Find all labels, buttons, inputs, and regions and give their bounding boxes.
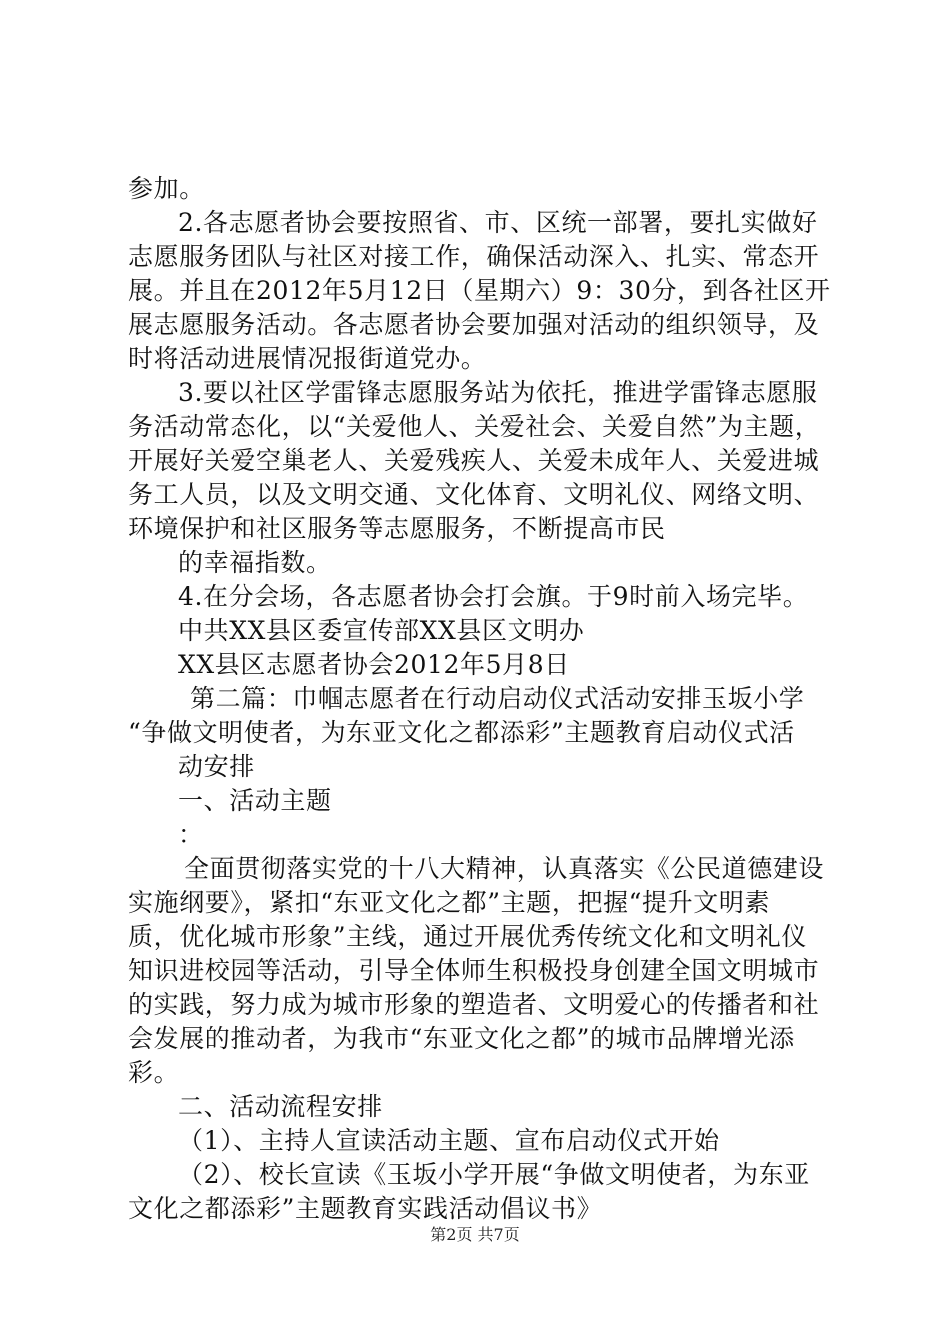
text-line: 会发展的推动者，为我市“东亚文化之都”的城市品牌增光添 bbox=[128, 1024, 795, 1053]
text-line: 知识进校园等活动，引导全体师生积极投身创建全国文明城市 bbox=[128, 956, 820, 985]
section-heading: “争做文明使者，为东亚文化之都添彩”主题教育启动仪式活 bbox=[128, 718, 795, 747]
text-line: 的幸福指数。 bbox=[178, 548, 332, 577]
text-line: 4.在分会场，各志愿者协会打会旗。于9时前入场完毕。 bbox=[178, 582, 809, 611]
text-line: 中共XX县区委宣传部XX县区文明办 bbox=[178, 616, 585, 645]
text-line: XX县区志愿者协会2012年5月8日 bbox=[178, 650, 570, 679]
text-line: 志愿服务团队与社区对接工作，确保活动深入、扎实、常态开 bbox=[128, 242, 820, 271]
text-line: （1）、主持人宣读活动主题、宣布启动仪式开始 bbox=[178, 1126, 720, 1155]
text-line: 质，优化城市形象”主线，通过开展优秀传统文化和文明礼仪 bbox=[128, 922, 807, 951]
text-line: 全面贯彻落实党的十八大精神，认真落实《公民道德建设 bbox=[184, 854, 825, 883]
text-line: 展。并且在2012年5月12日（星期六）9：30分，到各社区开 bbox=[128, 276, 831, 305]
text-line: 彩。 bbox=[128, 1058, 180, 1087]
text-line: 时将活动进展情况报街道党办。 bbox=[128, 344, 487, 373]
text-line: 开展好关爱空巢老人、关爱残疾人、关爱未成年人、关爱进城 bbox=[128, 446, 820, 475]
text-line: 的实践，努力成为城市形象的塑造者、文明爱心的传播者和社 bbox=[128, 990, 820, 1019]
text-line: 展志愿服务活动。各志愿者协会要加强对活动的组织领导，及 bbox=[128, 310, 820, 339]
text-line: 文化之都添彩”主题教育实践活动倡议书》 bbox=[128, 1194, 603, 1223]
subheading: 一、活动主题 bbox=[178, 786, 332, 815]
text-line: ： bbox=[178, 820, 204, 849]
section-heading: 动安排 bbox=[178, 752, 255, 781]
text-line: 2.各志愿者协会要按照省、市、区统一部署，要扎实做好 bbox=[178, 208, 818, 237]
text-line: 参加。 bbox=[128, 174, 205, 203]
subheading: 二、活动流程安排 bbox=[178, 1092, 383, 1121]
text-line: （2）、校长宣读《玉坂小学开展“争做文明使者，为东亚 bbox=[178, 1160, 810, 1189]
page-footer: 第2页 共7页 bbox=[430, 1225, 520, 1244]
section-heading: 第二篇：巾帼志愿者在行动启动仪式活动安排玉坂小学 bbox=[190, 684, 805, 713]
text-line: 3.要以社区学雷锋志愿服务站为依托，推进学雷锋志愿服 bbox=[178, 378, 818, 407]
text-line: 务工人员，以及文明交通、文化体育、文明礼仪、网络文明、 bbox=[128, 480, 820, 509]
text-line: 实施纲要》，紧扣“东亚文化之都”主题，把握“提升文明素 bbox=[128, 888, 771, 917]
text-line: 环境保护和社区服务等志愿服务，不断提高市民 bbox=[128, 514, 666, 543]
text-line: 务活动常态化，以“关爱他人、关爱社会、关爱自然”为主题， bbox=[128, 412, 821, 441]
